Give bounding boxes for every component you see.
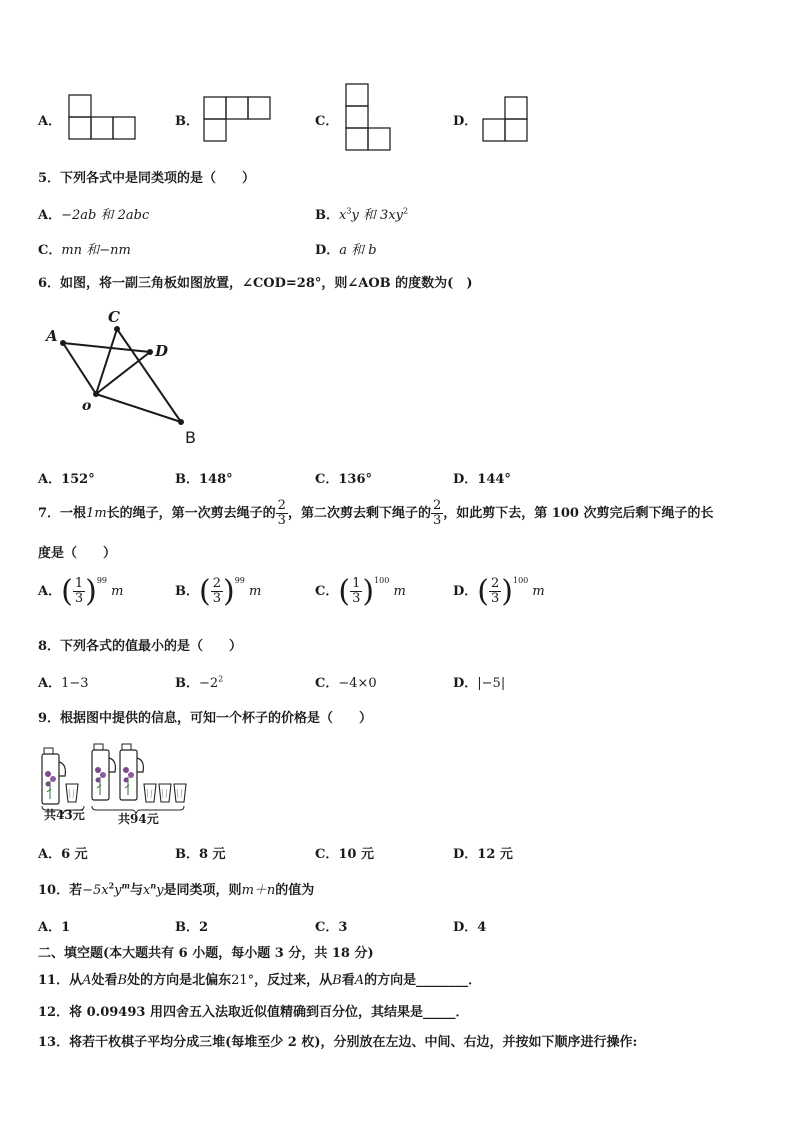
q8-option-d: D．|−5| [453, 676, 506, 691]
q6-label-d: D [155, 342, 169, 360]
q7-fraction-1: $\frac{2}{3}$ [277, 498, 286, 528]
q7-stem-line1: 7．一根1m长的绳子，第一次剪去绳子的 $\frac{2}{3}$ ，第二次剪去剩下绳子的 $\frac{2}{3}$ ，如此剪下去，第 100 次剪完后剩下绳子的长 [38, 498, 714, 528]
q8-option-b: B．$-2^2$ [175, 674, 224, 691]
q6-option-d: D．144° [453, 472, 511, 487]
section-fill-in-title: 二、填空题(本大题共有 6 小题，每小题 3 分，共 18 分) [38, 946, 374, 961]
q4-option-c-label: C． [315, 114, 339, 129]
q10-stem: 10．若$-5x^2y^m$与$x^ny$是同类项，则m＋n的值为 [38, 880, 315, 898]
q6-option-b: B．148° [175, 472, 233, 487]
q8-stem: 8．下列各式的值最小的是（ ） [38, 639, 243, 654]
q6-label-a: A [46, 327, 58, 345]
q6-option-c: C．136° [315, 472, 372, 487]
q5-stem: 5．下列各式中是同类项的是（ ） [38, 171, 256, 186]
q5-option-d: D．a 和 b [315, 243, 377, 258]
q13-stem: 13．将若干枚棋子平均分成三堆(每堆至少 2 枚)，分别放在左边、中间、右边，并按如下顺序进行操作: [38, 1035, 638, 1050]
q6-label-o: o [82, 398, 92, 414]
q5-option-c: C．mn 和−nm [38, 243, 131, 258]
q10-option-a: A．1 [38, 920, 71, 935]
q6-label-b: B [185, 428, 196, 447]
q7-option-a: A．( $\frac{1}{3}$ )$^{99}$ m [38, 574, 124, 609]
q7-option-b: B．( $\frac{2}{3}$ )$^{99}$ m [175, 574, 262, 609]
q4-shape-c [345, 83, 393, 151]
q5-option-a: A．−2ab 和 2abc [38, 208, 150, 223]
q6-option-a: A．152° [38, 472, 95, 487]
q6-label-c: C [108, 308, 120, 326]
q7-option-d: D．( $\frac{2}{3}$ )$^{100}$ m [453, 574, 545, 609]
q8-option-a: A．1−3 [38, 676, 89, 691]
q9-option-c: C．10 元 [315, 847, 374, 862]
q4-option-b-label: B． [175, 114, 199, 129]
q6-stem: 6．如图，将一副三角板如图放置，∠COD=28°，则∠AOB 的度数为( ) [38, 276, 473, 291]
q9-caption-left: 共43元 [44, 808, 85, 822]
q9-option-b: B．8 元 [175, 847, 226, 862]
q12-stem: 12．将 0.09493 用四舍五入法取近似值精确到百分位，其结果是_____． [38, 1005, 469, 1020]
q4-option-a-label: A． [38, 114, 62, 129]
q9-option-d: D．12 元 [453, 847, 513, 862]
q7-stem-line2: 度是（ ） [38, 546, 117, 561]
q4-shape-a [68, 94, 138, 140]
q4-option-d-label: D． [453, 114, 478, 129]
q7-option-c: C．( $\frac{1}{3}$ )$^{100}$ m [315, 574, 406, 609]
q9-thermos-cups-illustration [38, 742, 198, 814]
q4-shape-d [482, 96, 530, 142]
q8-option-c: C．−4×0 [315, 676, 377, 691]
q11-stem: 11．从A处看B处的方向是北偏东21°，反过来，从B看A的方向是________． [38, 973, 482, 988]
q9-option-a: A．6 元 [38, 847, 88, 862]
q4-shape-b [203, 96, 273, 142]
q10-option-d: D．4 [453, 920, 487, 935]
q10-option-b: B．2 [175, 920, 209, 935]
q5-option-b: B．$x^3y$ 和 $3xy^2$ [315, 206, 409, 223]
q7-fraction-2: $\frac{2}{3}$ [432, 498, 442, 528]
q9-stem: 9．根据图中提供的信息，可知一个杯子的价格是（ ） [38, 711, 373, 726]
q10-option-c: C．3 [315, 920, 348, 935]
q9-caption-right: 共94元 [118, 812, 159, 826]
